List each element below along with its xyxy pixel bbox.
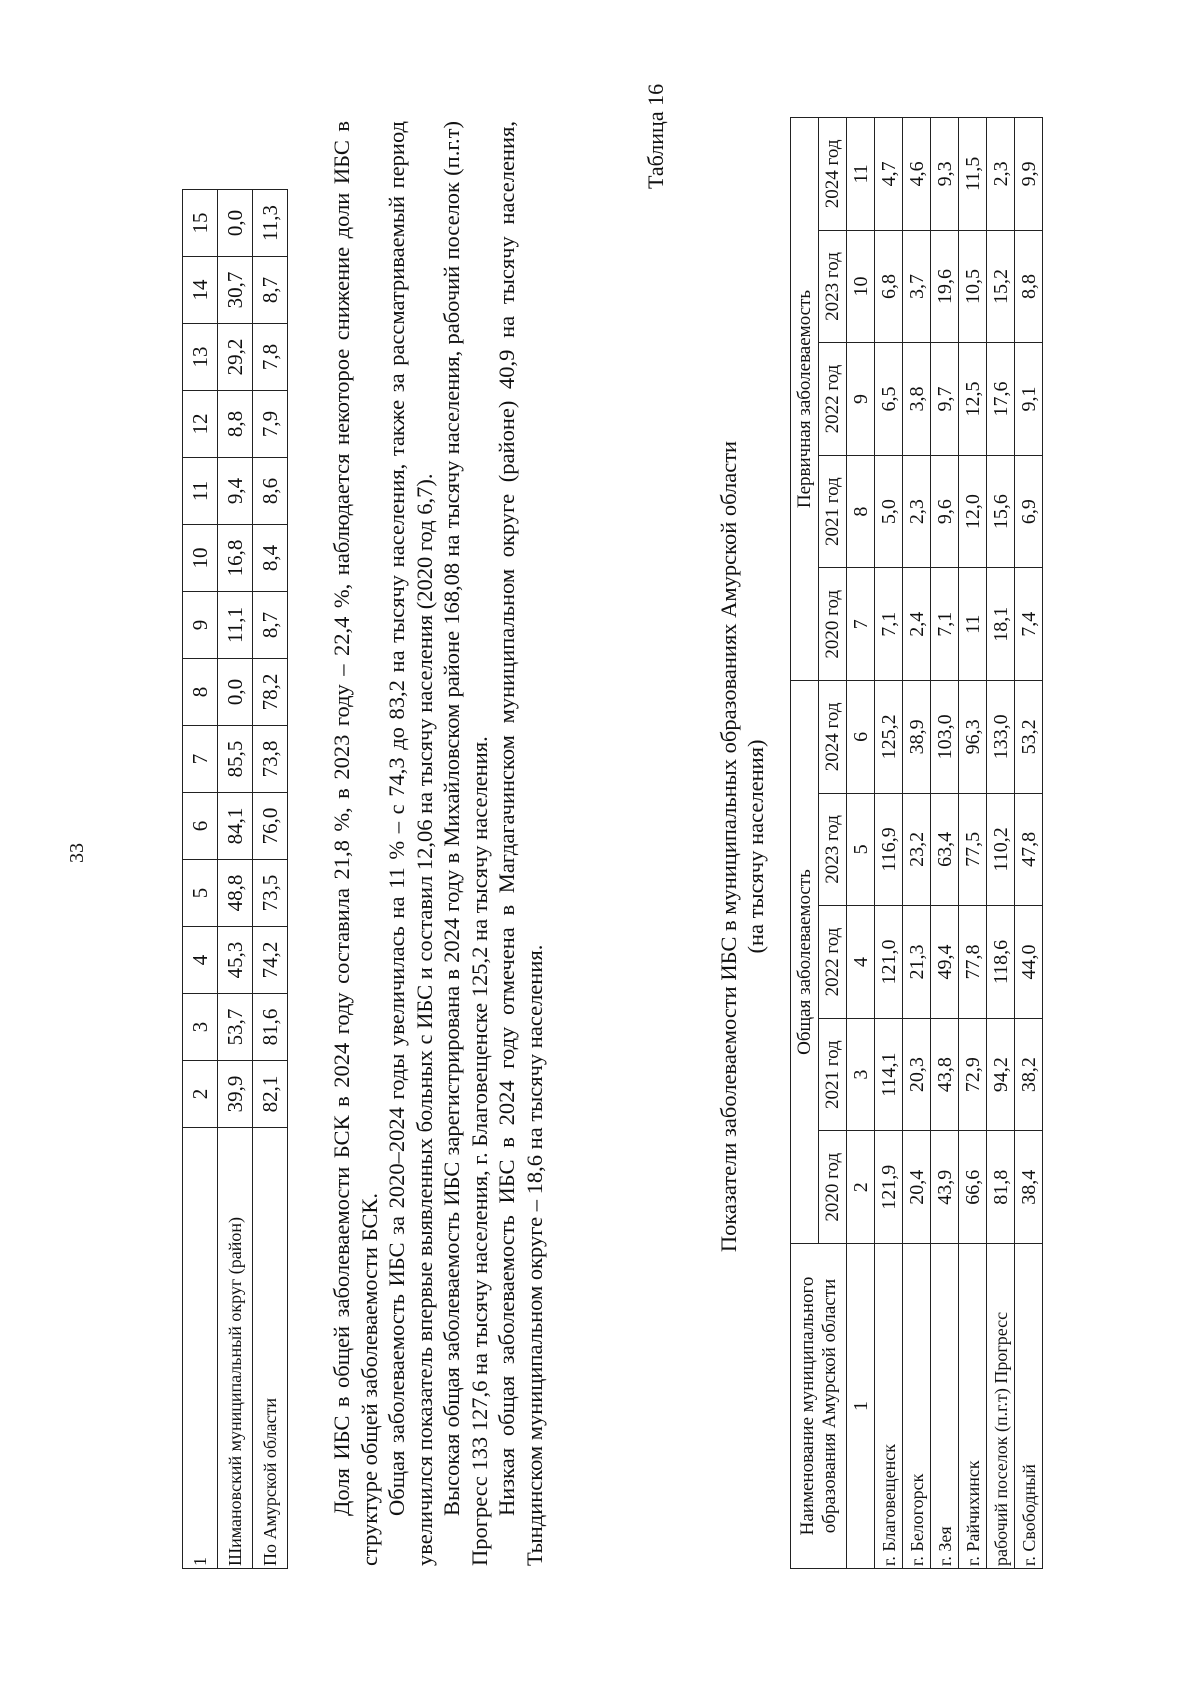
header-cell: 10: [183, 525, 218, 592]
table-cell: 103,0: [931, 681, 959, 794]
table-cell: 7,1: [931, 568, 959, 681]
table-cell: 66,6: [959, 1131, 987, 1244]
table-top: [182, 189, 288, 1569]
table-cell: 11: [959, 568, 987, 681]
table-caption: [715, 124, 769, 1569]
table-cell: 9,1: [1015, 343, 1043, 456]
table-cell: 18,1: [987, 568, 1015, 681]
table-cell: 43,9: [931, 1131, 959, 1244]
table-row: [931, 118, 959, 1569]
header-cell: 1: [183, 1128, 218, 1569]
table-cell: 116,9: [875, 793, 903, 906]
body-text: [328, 121, 548, 1566]
table-cell: 96,3: [959, 681, 987, 794]
table-cell: 19,6: [931, 230, 959, 343]
table-row: [959, 118, 987, 1569]
table-cell: 10,5: [959, 230, 987, 343]
paragraph: Высокая общая заболеваемость ИБС зарегистрирована в 2024 году в Михайловском районе 168,08 на тысячу населения, рабочий поселок (п.г.т) Прогресс 133 127,6 на тысячу населения, г. Благовещенске 125,2 на тысячу населения.: [439, 121, 492, 1566]
table-cell: 121,0: [875, 906, 903, 1019]
table-cell: 77,5: [959, 793, 987, 906]
table-cell: 49,4: [931, 906, 959, 1019]
table-cell: 125,2: [875, 681, 903, 794]
row-name: г. Благовещенск: [875, 1244, 903, 1569]
table-row: [987, 118, 1015, 1569]
table-cell: 72,9: [959, 1018, 987, 1131]
header-cell: 9: [183, 592, 218, 659]
table-cell: 6,5: [875, 343, 903, 456]
table-cell: 73,8: [253, 726, 288, 793]
table-cell: 81,8: [987, 1131, 1015, 1244]
table-cell: 38,9: [903, 681, 931, 794]
table-cell: 15,6: [987, 455, 1015, 568]
year-header: 2020 год: [819, 568, 847, 681]
table-cell: 9,3: [931, 118, 959, 231]
table-cell: 11,1: [218, 592, 253, 659]
table-cell: 29,2: [218, 324, 253, 391]
row-name: г. Райчихинск: [959, 1244, 987, 1569]
year-header: 2020 год: [819, 1131, 847, 1244]
header-cell: 8: [183, 659, 218, 726]
paragraph: Общая заболеваемость ИБС за 2020–2024 годы увеличилась на 11 % – с 74,3 до 83,2 на тысячу населения, также за рассматриваемый период увеличился показатель впервые выявленных больных с ИБС и составил 12,06 на тысячу населения (2020 год 6,7).: [384, 121, 437, 1566]
group-header: Первичная заболеваемость: [791, 118, 819, 681]
table-cell: 44,0: [1015, 906, 1043, 1019]
table-cell: 12,5: [959, 343, 987, 456]
table-label: Таблица 16: [643, 83, 668, 189]
table-cell: 8,7: [253, 257, 288, 324]
table-cell: 38,4: [1015, 1131, 1043, 1244]
table-cell: 15,2: [987, 230, 1015, 343]
table-cell: 82,1: [253, 1061, 288, 1128]
table-cell: 12,0: [959, 455, 987, 568]
table-cell: 9,4: [218, 458, 253, 525]
table-cell: 63,4: [931, 793, 959, 906]
table-row: [1015, 118, 1043, 1569]
caption-subline: (на тысячу населения): [743, 739, 768, 954]
paragraph: Низкая общая заболеваемость ИБС в 2024 году отмечена в Магдагачинском муниципальном округе (районе) 40,9 на тысячу населения, Тындинском муниципальном округе – 18,6 на тысячу населения.: [494, 121, 547, 1566]
row-name: г. Белогорск: [903, 1244, 931, 1569]
header-cell: 13: [183, 324, 218, 391]
table-row: [253, 190, 288, 1569]
row-name: г. Свободный: [1015, 1244, 1043, 1569]
row-name: По Амурской области: [253, 1128, 288, 1569]
year-header: 2022 год: [819, 906, 847, 1019]
year-header: 2023 год: [819, 793, 847, 906]
table-cell: 38,2: [1015, 1018, 1043, 1131]
table-cell: 8,7: [253, 592, 288, 659]
table-cell: 7,8: [253, 324, 288, 391]
table-cell: 16,8: [218, 525, 253, 592]
column-number: 9: [847, 343, 875, 456]
table-cell: 133,0: [987, 681, 1015, 794]
column-number: 3: [847, 1018, 875, 1131]
row-name: рабочий поселок (п.г.т) Прогресс: [987, 1244, 1015, 1569]
table-cell: 48,8: [218, 860, 253, 927]
header-cell: 11: [183, 458, 218, 525]
table-cell: 23,2: [903, 793, 931, 906]
table-cell: 77,8: [959, 906, 987, 1019]
table-cell: 45,3: [218, 927, 253, 994]
table-cell: 47,8: [1015, 793, 1043, 906]
page-number: 33: [66, 843, 88, 863]
table-main: [790, 117, 1043, 1569]
column-number-row: [847, 118, 875, 1569]
table-cell: 81,6: [253, 994, 288, 1061]
header-cell: 15: [183, 190, 218, 257]
name-header: Наименование муниципального образования Амурской области: [791, 1244, 847, 1569]
column-number: 2: [847, 1131, 875, 1244]
column-number: 6: [847, 681, 875, 794]
row-name: Шимановский муниципальный округ (район): [218, 1128, 253, 1569]
table-cell: 0,0: [218, 190, 253, 257]
table-row: [875, 118, 903, 1569]
table-cell: 39,9: [218, 1061, 253, 1128]
header-cell: 7: [183, 726, 218, 793]
table-cell: 4,6: [903, 118, 931, 231]
table-header-row: [183, 190, 218, 1569]
header-cell: 5: [183, 860, 218, 927]
group-header: Общая заболеваемость: [791, 681, 819, 1244]
table-cell: 0,0: [218, 659, 253, 726]
table-cell: 7,9: [253, 391, 288, 458]
table-cell: 8,8: [218, 391, 253, 458]
header-cell: 3: [183, 994, 218, 1061]
header-cell: 14: [183, 257, 218, 324]
table-cell: 6,9: [1015, 455, 1043, 568]
table-header-row: [791, 118, 819, 1569]
column-number: 4: [847, 906, 875, 1019]
table-cell: 9,6: [931, 455, 959, 568]
column-number: 1: [847, 1244, 875, 1569]
table-cell: 76,0: [253, 793, 288, 860]
year-header: 2021 год: [819, 1018, 847, 1131]
table-cell: 20,3: [903, 1018, 931, 1131]
table-cell: 94,2: [987, 1018, 1015, 1131]
table-cell: 84,1: [218, 793, 253, 860]
table-cell: 3,7: [903, 230, 931, 343]
caption-line: Показатели заболеваемости ИБС в муниципальных образованиях Амурской области: [716, 440, 741, 1253]
header-cell: 12: [183, 391, 218, 458]
table-cell: 8,8: [1015, 230, 1043, 343]
table-cell: 11,5: [959, 118, 987, 231]
table-cell: 8,6: [253, 458, 288, 525]
year-header: 2022 год: [819, 343, 847, 456]
column-number: 7: [847, 568, 875, 681]
table-cell: 2,4: [903, 568, 931, 681]
header-cell: 2: [183, 1061, 218, 1128]
table-row: [903, 118, 931, 1569]
column-number: 10: [847, 230, 875, 343]
table-cell: 17,6: [987, 343, 1015, 456]
year-header: 2024 год: [819, 681, 847, 794]
table-cell: 7,4: [1015, 568, 1043, 681]
table-cell: 2,3: [903, 455, 931, 568]
table-cell: 118,6: [987, 906, 1015, 1019]
column-number: 11: [847, 118, 875, 231]
table-cell: 110,2: [987, 793, 1015, 906]
table-cell: 53,7: [218, 994, 253, 1061]
table-cell: 73,5: [253, 860, 288, 927]
table-cell: 20,4: [903, 1131, 931, 1244]
header-cell: 6: [183, 793, 218, 860]
table-cell: 2,3: [987, 118, 1015, 231]
table-cell: 30,7: [218, 257, 253, 324]
table-row: [218, 190, 253, 1569]
table-cell: 121,9: [875, 1131, 903, 1244]
table-cell: 8,4: [253, 525, 288, 592]
year-header: 2021 год: [819, 455, 847, 568]
table-cell: 78,2: [253, 659, 288, 726]
table-cell: 9,7: [931, 343, 959, 456]
table-cell: 3,8: [903, 343, 931, 456]
year-header: 2024 год: [819, 118, 847, 231]
table-cell: 43,8: [931, 1018, 959, 1131]
table-cell: 4,7: [875, 118, 903, 231]
column-number: 8: [847, 455, 875, 568]
column-number: 5: [847, 793, 875, 906]
header-cell: 4: [183, 927, 218, 994]
paragraph: Доля ИБС в общей заболеваемости БСК в 2024 году составила 21,8 %, в 2023 году – 22,4 %, наблюдается некоторое снижение доли ИБС в структуре общей заболеваемости БСК.: [329, 121, 382, 1566]
table-cell: 21,3: [903, 906, 931, 1019]
table-cell: 74,2: [253, 927, 288, 994]
row-name: г. Зея: [931, 1244, 959, 1569]
table-cell: 11,3: [253, 190, 288, 257]
table-cell: 85,5: [218, 726, 253, 793]
year-header: 2023 год: [819, 230, 847, 343]
table-cell: 6,8: [875, 230, 903, 343]
table-cell: 114,1: [875, 1018, 903, 1131]
table-cell: 9,9: [1015, 118, 1043, 231]
table-cell: 7,1: [875, 568, 903, 681]
table-cell: 53,2: [1015, 681, 1043, 794]
table-cell: 5,0: [875, 455, 903, 568]
